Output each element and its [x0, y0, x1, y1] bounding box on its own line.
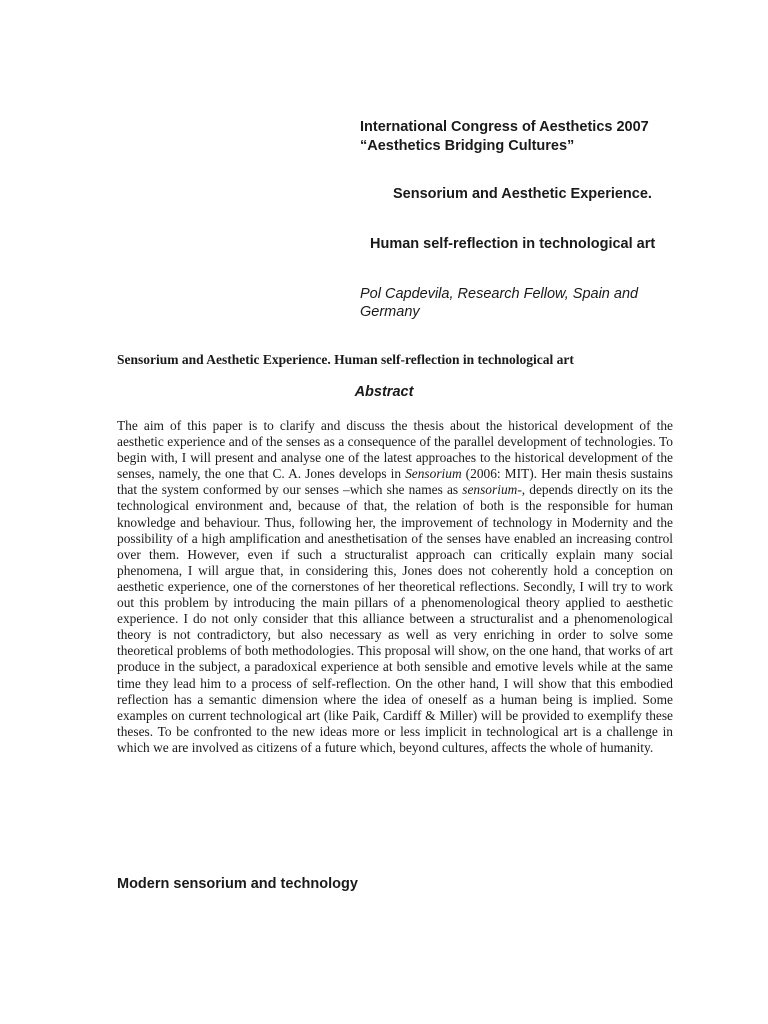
abstract-heading: Abstract: [354, 384, 414, 400]
congress-header: [360, 118, 700, 156]
abstract-italic-sensorium-term: sensorium: [462, 482, 518, 498]
paper-title: Sensorium and Aesthetic Experience.: [393, 186, 652, 202]
abstract-text-part1: The aim of this paper is to clarify and discuss the thesis about the historical development of the aesthetic experience and of the senses as a consequence of the parallel development of technologies. To begin with, I will present and analyse one of the latest approaches to the historical development of the senses, namely, the one that C. A. Jones develops in: [117, 418, 673, 482]
abstract-italic-sensorium-book: Sensorium: [405, 466, 462, 482]
section-heading: Modern sensorium and technology: [117, 876, 358, 892]
congress-name: International Congress of Aesthetics 2007: [360, 119, 649, 135]
full-title: Sensorium and Aesthetic Experience. Human self-reflection in technological art: [117, 352, 574, 367]
abstract-body: [117, 418, 673, 756]
author-line: Pol Capdevila, Research Fellow, Spain and Germany: [360, 286, 639, 320]
congress-motto: “Aesthetics Bridging Cultures”: [360, 138, 575, 154]
abstract-text-part2: (2006: MIT). Her main thesis sustains that the system conformed by our senses –which she names as: [117, 466, 673, 498]
paper-subtitle: Human self-reflection in technological art: [370, 236, 656, 252]
abstract-text-part3: -, depends directly on its the technological environment and, because of that, the relation of both is the responsible for human knowledge and behaviour. Thus, following her, the improvement of technology in Modernity and the possibility of a high amplification and anesthetisation of the senses have enabled an increasing control over them. However, even if such a structuralist approach can critically explain many social phenomena, I will argue that, in considering this, Jones does not coherently hold a conception on aesthetic experience, one of the cornerstones of her theoretical reflections. Secondly, I will try to work out this problem by introducing the main pillars of a phenomenological theory applied to aesthetic experience. I do not only consider that this alliance between a structuralist and a phenomenological theory is not contradictory, but also necessary as well as very enriching in order to solve some theoretical problems of both methodologies. This proposal will show, on the one hand, that works of art produce in the subject, a paradoxical experience at both sensible and emotive levels while at the same time they lead him to a process of self-reflection. On the other hand, I will show that this embodied reflection has a semantic dimension where the idea of oneself as a human being is implied. Some examples on current technological art (like Paik, Cardiff & Miller) will be provided to exemplify these theses. To be confronted to the new ideas more or less implicit in technological art is a challenge in which we are involved as citizens of a future which, beyond cultures, affects the whole of humanity.: [117, 482, 673, 755]
